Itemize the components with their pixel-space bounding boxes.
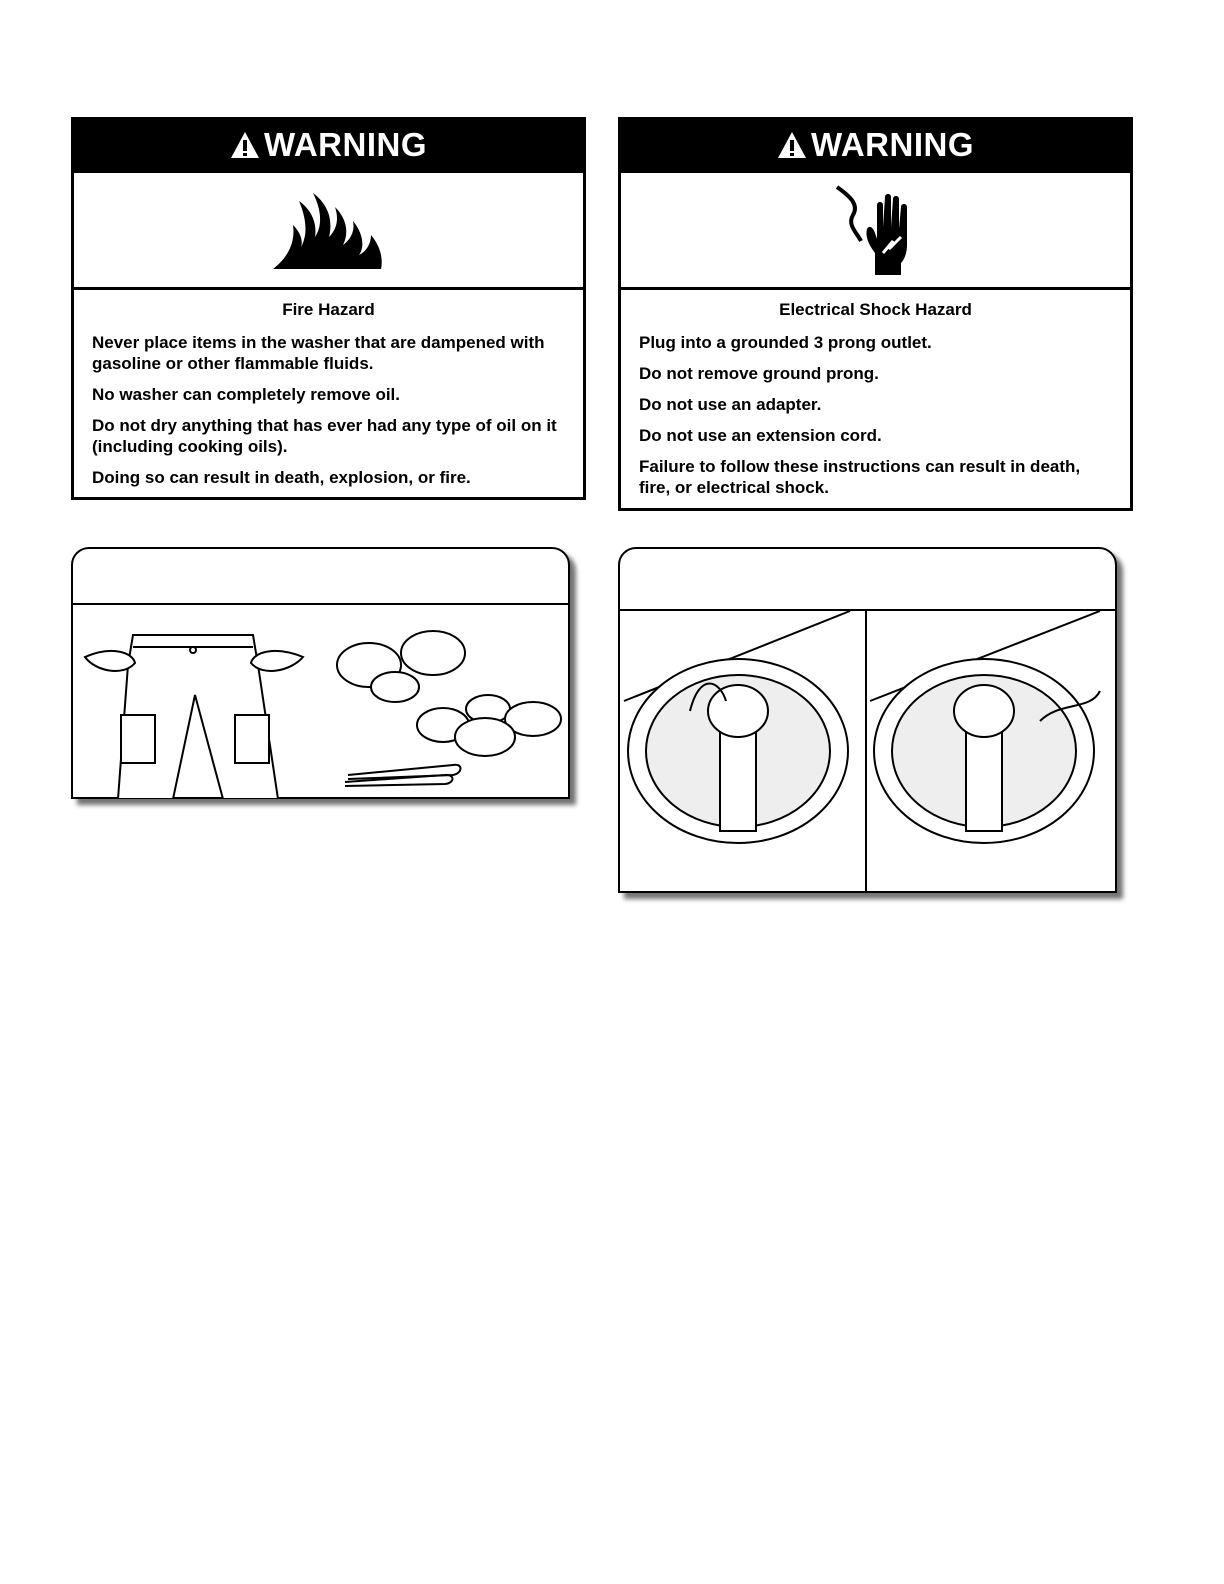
empty-pockets-illustration: [73, 605, 568, 799]
shock-warning-line: Do not remove ground prong.: [639, 364, 879, 383]
buttons-icon: [417, 695, 561, 756]
fire-warning-line: Never place items in the washer that are dampened with gasoline or other flammable fluids.: [92, 333, 545, 373]
washer-basket-illustration: [620, 611, 1115, 893]
shock-icon-area: [621, 170, 1130, 290]
shock-warning-header: [621, 120, 1130, 170]
fire-icon-area: [74, 170, 583, 290]
fire-warning-line: Doing so can result in death, explosion, or fire.: [92, 468, 471, 487]
shock-warning-title: WARNING: [811, 126, 974, 163]
warning-triangle-icon: [230, 131, 260, 159]
shock-warning-line: Do not use an extension cord.: [639, 426, 882, 445]
washer-basket-panel: [618, 547, 1117, 893]
washer-tub-right: [870, 611, 1100, 843]
warning-triangle-icon: [777, 131, 807, 159]
panel-header: [73, 549, 568, 605]
shock-hazard-title: Electrical Shock Hazard: [779, 300, 972, 319]
flame-icon: [271, 189, 387, 271]
shock-warning-line: Failure to follow these instructions can result in death, fire, or electrical shock.: [639, 457, 1081, 497]
electric-shock-hand-icon: [831, 183, 921, 277]
fire-warning-header: [74, 120, 583, 170]
pants-icon: [85, 635, 303, 799]
shock-warning-line: Plug into a grounded 3 prong outlet.: [639, 333, 932, 352]
shock-warning-box: [618, 117, 1133, 511]
fire-warning-line: Do not dry anything that has ever had any type of oil on it (including cooking oils).: [92, 416, 557, 456]
washer-tub-left: [624, 611, 850, 843]
panel-header: [620, 549, 1115, 611]
shock-warning-line: Do not use an adapter.: [639, 395, 822, 414]
fire-warning-title: WARNING: [264, 126, 427, 163]
fire-hazard-title: Fire Hazard: [282, 300, 375, 319]
fire-warning-box: [71, 117, 586, 500]
coins-icon: [337, 631, 465, 702]
empty-pockets-panel: [71, 547, 570, 799]
safety-pins-icon: [345, 765, 461, 786]
fire-warning-line: No washer can completely remove oil.: [92, 385, 401, 404]
